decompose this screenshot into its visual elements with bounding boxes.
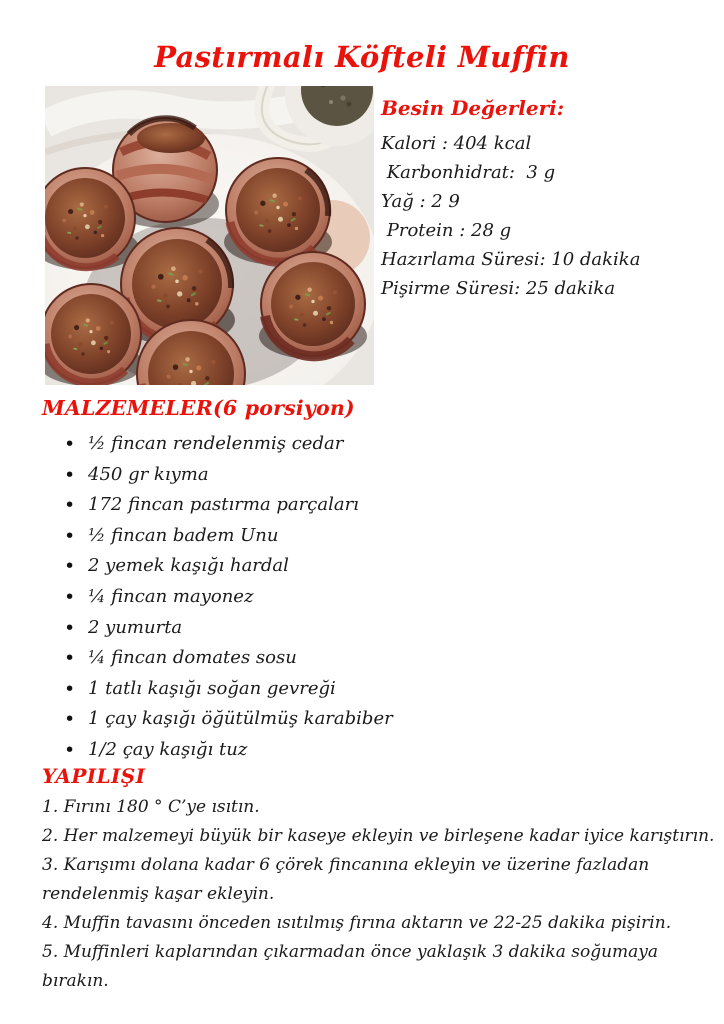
nutrition-fat: Yağ : 2 9 (381, 191, 460, 212)
ingredients-heading: MALZEMELER(6 porsiyon) (42, 396, 355, 420)
nutrition-protein: Protein : 28 g (381, 220, 512, 241)
recipe-photo (45, 86, 374, 385)
ingredients-list (42, 429, 682, 766)
nutrition-cook-time: Pişirme Süresi: 25 dakika (381, 278, 616, 299)
nutrition-prep-time: Hazırlama Süresi: 10 dakika (381, 249, 641, 270)
food-illustration (45, 86, 374, 385)
directions-section (42, 764, 724, 996)
ingredient-item: • ½ fincan rendelenmiş cedar (42, 429, 682, 460)
ingredient-item: • ¼ fincan domates sosu (42, 643, 682, 674)
ingredient-item: • ¼ fincan mayonez (42, 582, 682, 613)
nutrition-calories: Kalori : 404 kcal (381, 133, 532, 154)
page-title: Pastırmalı Köfteli Muffin (154, 40, 570, 74)
ingredient-item: • 2 yumurta (42, 613, 682, 644)
ingredient-item: • 1/2 çay kaşığı tuz (42, 735, 682, 766)
ingredient-item: • 2 yemek kaşığı hardal (42, 551, 682, 582)
muffin (259, 252, 367, 359)
ingredient-item: • 1 tatlı kaşığı soğan gevreği (42, 674, 682, 705)
direction-step-continuation: rendelenmiş kaşar ekleyin. (42, 884, 275, 904)
muffin (224, 158, 332, 265)
nutrition-heading: Besin Değerleri: (381, 96, 565, 120)
ingredient-item: • 450 gr kıyma (42, 460, 682, 491)
direction-step: 2. Her malzemeyi büyük bir kaseye ekleyin ve birleşene kadar iyice karıştırın. (42, 826, 715, 846)
ingredients-section (42, 396, 682, 766)
direction-step: 5. Muffinleri kaplarından çıkarmadan önce yaklaşık 3 dakika soğumaya bırakın. (42, 942, 659, 991)
nutrition-section (381, 96, 711, 303)
direction-step: 4. Muffin tavasını önceden ısıtılmış fırına aktarın ve 22-25 dakika pişirin. (42, 913, 672, 933)
direction-step: 1. Fırını 180 ° C’ye ısıtın. (42, 797, 260, 817)
ingredient-item: • 172 fincan pastırma parçaları (42, 490, 682, 521)
direction-step: 3. Karışımı dolana kadar 6 çörek fincanına ekleyin ve üzerine fazladan (42, 855, 650, 875)
ingredient-item: • ½ fincan badem Unu (42, 521, 682, 552)
directions-heading: YAPILIŞI (42, 764, 146, 788)
nutrition-carbs: Karbonhidrat: 3 g (381, 162, 556, 183)
ingredient-item: • 1 çay kaşığı öğütülmüş karabiber (42, 704, 682, 735)
